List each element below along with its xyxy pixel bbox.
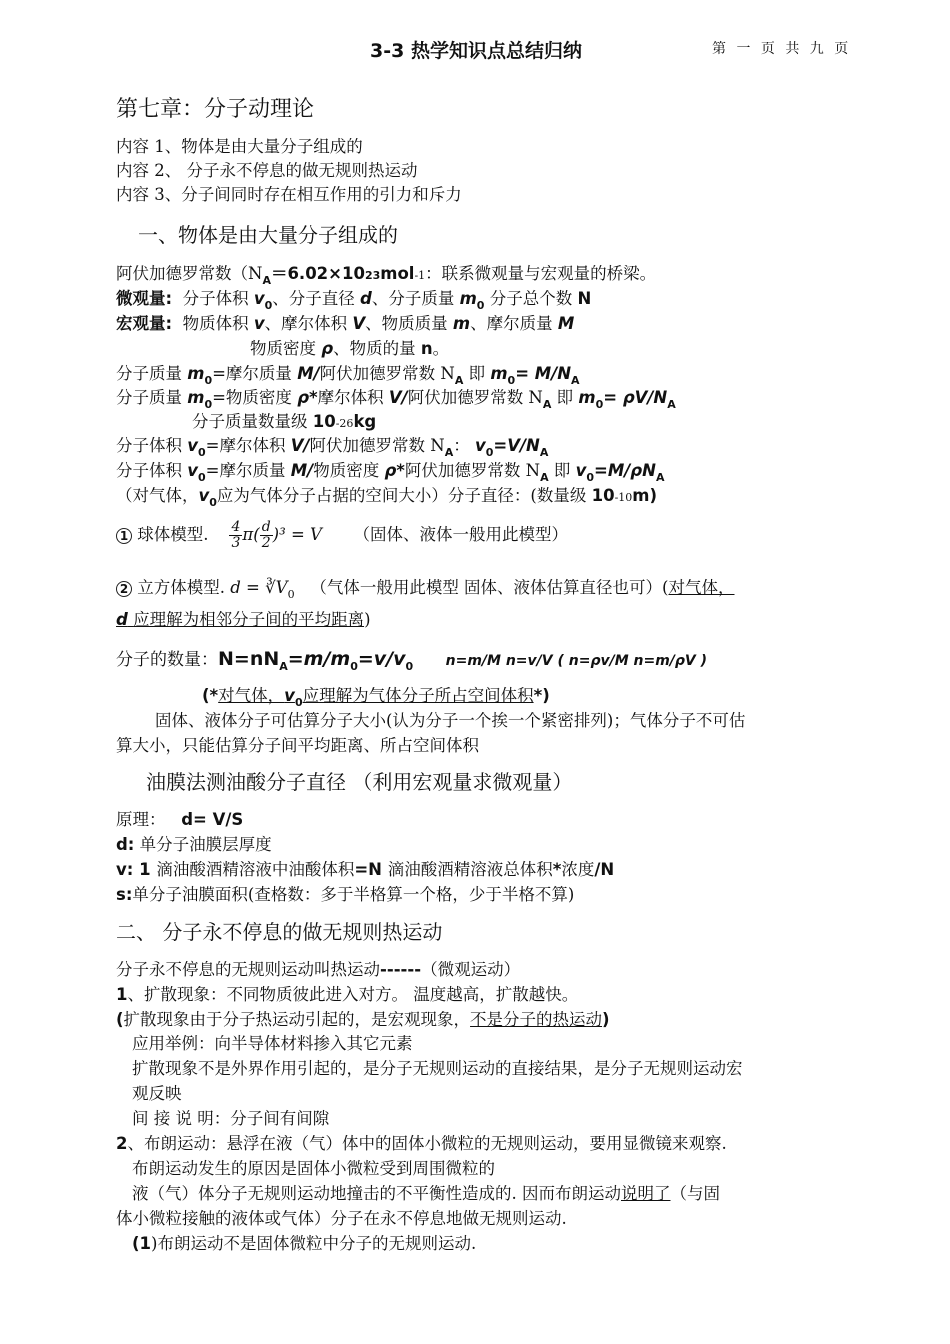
section-1-heading: 一、物体是由大量分子组成的 [138, 223, 398, 247]
f2-e: 摩尔体积 [317, 388, 389, 407]
m1c: （微观运动） [421, 960, 521, 979]
content-item-2: 内容 2、 分子永不停息的做无规则热运动 [116, 161, 418, 180]
micro-t1: 分子体积 [182, 289, 254, 308]
f1-h: m [490, 364, 508, 383]
m3c: ) [602, 1010, 610, 1029]
m8a: 2 [116, 1134, 128, 1153]
pi-symbol: π( [242, 525, 260, 544]
f5-i: 即 [548, 461, 576, 480]
f5-a: 分子体积 [116, 461, 188, 480]
f4-c: =摩尔体积 [205, 436, 291, 455]
f6-d: 10 [591, 486, 615, 505]
sphere-model [116, 515, 568, 555]
macro-line-2 [250, 337, 449, 361]
m3a: ( [116, 1010, 124, 1029]
f5-c: =摩尔质量 [205, 461, 291, 480]
molecule-count [116, 647, 707, 679]
v-t3: 浓度 [561, 860, 595, 879]
macro-V: V [352, 314, 366, 333]
motion-line-1 [116, 958, 520, 982]
motion-line-4: 应用举例：向半导体材料掺入其它元素 [132, 1034, 413, 1053]
f4-h: v [475, 436, 486, 455]
page-number: 第 一 页 共 九 页 [712, 41, 852, 57]
f2-j: m [578, 388, 596, 407]
motion-line-6: 观反映 [132, 1084, 182, 1103]
mass-magnitude [192, 410, 376, 436]
micro-d: d [360, 289, 372, 308]
f1-g: 即 [463, 364, 491, 383]
f5-j: v [575, 461, 587, 480]
gas-u3: 0 [294, 696, 303, 709]
f1-d: M/ [297, 364, 320, 383]
m10u: 说明了 [621, 1184, 671, 1203]
sphere-note: （固体、液体一般用此模型） [353, 525, 568, 544]
frac-2: 2 [261, 535, 271, 551]
cube-model-line2 [116, 608, 371, 632]
s-line [116, 883, 574, 907]
m1a: 分子永不停息的无规则运动叫热运动 [116, 960, 380, 979]
count-sA: A [279, 660, 288, 673]
v-label: v: 1 [116, 860, 157, 879]
f1-c: =摩尔质量 [212, 364, 298, 383]
avogadro-uexp: -1 [414, 269, 426, 282]
cube-model [116, 576, 735, 607]
gas-u4: 应理解为气体分子所占空间体积 [302, 686, 534, 705]
count-f3: =v/v [357, 648, 406, 670]
v-b3: /N [594, 860, 615, 879]
macro2-t2: 、物质的量 [333, 339, 421, 358]
gas-u2: v [284, 686, 295, 705]
f1-f: A [454, 374, 464, 387]
macro-t4: 、摩尔质量 [470, 314, 558, 333]
macro-label: 宏观量: [116, 314, 173, 333]
f4-e: 阿伏加德罗常数 N [309, 436, 445, 455]
micro-t3: 、分子质量 [371, 289, 460, 308]
macro-t3: 、物质质量 [365, 314, 453, 333]
m2a: 1 [116, 985, 128, 1004]
s-text: 单分子油膜面积(查格数：多于半格算一个格，少于半格不算) [132, 885, 575, 904]
oil-film-heading: 油膜法测油酸分子直径 （利用宏观量求微观量） [146, 770, 573, 794]
motion-line-9: 布朗运动发生的原因是固体小微粒受到周围微粒的 [132, 1159, 495, 1178]
f4-b: v [187, 436, 199, 455]
micro-n: N [577, 289, 592, 308]
f3-c: -26 [335, 417, 354, 430]
macro2-n: n [420, 339, 433, 358]
m10b: （与固 [670, 1184, 720, 1203]
f2-f: V/ [388, 388, 408, 407]
micro-t2: 、分子直径 [272, 289, 361, 308]
gas-underlined [218, 686, 534, 709]
motion-line-3 [116, 1008, 610, 1032]
sphere-label: 球体模型. [137, 525, 209, 544]
avogadro-post: ：联系微观量与宏观量的桥梁。 [425, 264, 657, 283]
avogadro-unit: mol [380, 264, 415, 283]
estimate-line-2: 算大小，只能估算分子间平均距离、所占空间体积 [116, 736, 479, 755]
f1-a: 分子质量 [116, 364, 188, 383]
f4-j: A [539, 446, 549, 459]
v-line [116, 858, 614, 882]
v-b1: =N [354, 860, 388, 879]
circle-number-icon: 1 [116, 528, 132, 544]
f2-g: 阿伏加德罗常数 N [407, 388, 543, 407]
micro-line: 微观量: 分子体积 $v_0$、分子直径 d、分子质量 $m_0$ 分子总个数 N [116, 289, 592, 312]
gas-post: *) [533, 686, 550, 705]
f1-j: A [571, 374, 580, 387]
principle-line [116, 808, 243, 832]
f3-b: 10 [312, 412, 336, 431]
fraction-d-2 [260, 520, 273, 551]
count-f2: =m/m [287, 648, 351, 670]
f1-i: = M/N [515, 364, 572, 383]
gas-pre: (* [202, 686, 219, 705]
f5-d: M/ [290, 461, 314, 480]
f4-d: V/ [290, 436, 310, 455]
content-item-3: 内容 3、分子间同时存在相互作用的引力和斥力 [116, 185, 462, 204]
v-b2: * [552, 860, 562, 879]
f2-i: 即 [551, 388, 579, 407]
m12a: (1 [132, 1234, 152, 1253]
f3-a: 分子质量数量级 [192, 412, 313, 431]
f6-c: 应为气体分子占据的空间大小）分子直径：(数量级 [216, 486, 592, 505]
macro2-t3: 。 [432, 339, 450, 358]
f5-h: A [540, 471, 549, 484]
chapter-heading: 第七章：分子动理论 [116, 97, 315, 122]
section-2-heading: 二、 分子永不停息的做无规则热运动 [116, 920, 443, 944]
f2-a: 分子质量 [116, 388, 188, 407]
macro-v: v [253, 314, 265, 333]
formula-mass-1: 分子质量 $m_0=$摩尔质量 M/阿伏加德罗常数 $N_A$ 即 $m_0= M/N_A$ [116, 364, 580, 387]
cube-underlined [116, 610, 364, 629]
f5-b: v [187, 461, 199, 480]
count-formula [218, 648, 414, 673]
m3b: 扩散现象由于分子热运动引起的，是宏观现象， [123, 1010, 471, 1029]
formula-mass-2: 分子质量 $m_0=$物质密度 ρ*摩尔体积 V/阿伏加德罗常数 $N_A$ 即 $m_0= \rho V/N_A$ [116, 388, 676, 411]
f6-b: v [198, 486, 210, 505]
v-t2: 滴油酸酒精溶液总体积 [387, 860, 553, 879]
motion-line-10 [132, 1182, 720, 1206]
sphere-rest: )³ = V [272, 525, 322, 544]
f5-f: ρ* [384, 461, 405, 480]
micro-t4: 分子总个数 [484, 289, 578, 308]
count-extra: n=m/M n=v/V ( n=ρv/M n=m/ρV ) [445, 653, 708, 669]
cube-formula: d = ∛V [230, 578, 288, 597]
cube-d: d [116, 610, 128, 629]
cube-end: ) [364, 610, 371, 629]
estimate-line-1: 固体、液体分子可估算分子大小(认为分子一个挨一个紧密排列)；气体分子不可估 [155, 711, 746, 730]
f1-e: 阿伏加德罗常数 N [319, 364, 455, 383]
f4-f: A [444, 446, 454, 459]
fraction-4-3 [229, 520, 242, 551]
macro-t2: 、摩尔体积 [264, 314, 353, 333]
micro-label: 微观量: [116, 289, 173, 308]
cube-note: （气体一般用此模型 固体、液体估算直径也可）( [310, 578, 669, 597]
f6-a: （对气体， [116, 486, 199, 505]
macro-t1: 物质体积 [182, 314, 254, 333]
frac-den: 3 [231, 535, 241, 551]
f4-i: =V/N [493, 436, 540, 455]
macro-m: m [452, 314, 471, 333]
m12b: )布朗运动不是固体微粒中分子的无规则运动. [151, 1234, 477, 1253]
count-label: 分子的数量： [116, 650, 218, 670]
avogadro-val: ＝6.02×10 [270, 264, 365, 283]
frac-num: 4 [231, 519, 241, 535]
m10a: 液（气）体分子无规则运动地撞击的不平衡性造成的. 因而布朗运动 [132, 1184, 621, 1203]
principle-formula: d= V/S [181, 810, 244, 829]
count-s0: 0 [350, 660, 358, 673]
m8b: 、布朗运动：悬浮在液（气）体中的固体小微粒的无规则运动，要用显微镜来观察. [127, 1134, 727, 1153]
m1b: ------ [380, 960, 422, 979]
avogadro-pre: 阿伏加德罗常数（N [116, 264, 263, 283]
macro-M: M [557, 314, 575, 333]
formula-volume-2: 分子体积 $v_0=$摩尔质量 M/物质密度 ρ*阿伏加德罗常数 $N_A$ 即 $v_0=M/\rho N_A$ [116, 461, 665, 484]
macro2-t1: 物质密度 [250, 339, 322, 358]
content-item-1: 内容 1、物体是由大量分子组成的 [116, 137, 363, 156]
motion-line-2 [116, 983, 578, 1007]
cube-u-text: 应理解为相邻分子间的平均距离 [133, 610, 365, 629]
macro2-rho: ρ [321, 339, 334, 358]
macro-line [116, 312, 574, 336]
motion-line-5: 扩散现象不是外界作用引起的，是分子无规则运动的直接结果，是分子无规则运动宏 [132, 1059, 743, 1078]
micro-m0: m [459, 289, 477, 308]
f2-l: A [667, 398, 676, 411]
f5-k: =M/ρN [594, 461, 656, 480]
d-text: 单分子油膜层厚度 [134, 835, 272, 854]
avogadro-sub: A [262, 274, 271, 287]
motion-line-11: 体小微粒接触的液体或气体）分子在永不停息地做无规则运动. [116, 1209, 567, 1228]
f6-f: m) [632, 486, 658, 505]
count-f1: N=nN [218, 648, 280, 670]
micro-v0: v [253, 289, 265, 308]
circle-number-icon: 2 [116, 581, 132, 597]
m3u: 不是分子的热运动 [470, 1010, 603, 1029]
formula-volume-1: 分子体积 $v_0=$摩尔体积 V/阿伏加德罗常数 $N_A$： $v_0=V/N_A$ [116, 436, 549, 459]
f5-l: A [655, 471, 665, 484]
page-title [370, 36, 582, 63]
f2-b: m [187, 388, 205, 407]
title-text: 3-3 热学知识点总结归纳 [370, 40, 582, 62]
d-line [116, 833, 272, 857]
f2-c: =物质密度 [212, 388, 298, 407]
s-label: s: [116, 885, 133, 904]
v-t1: 滴油酸酒精溶液中油酸体积 [156, 860, 355, 879]
gas-u1: 对气体， [218, 686, 285, 705]
count-s0b: 0 [405, 660, 414, 673]
m2b: 、扩散现象：不同物质彼此进入对方。 温度越高，扩散越快。 [127, 985, 579, 1004]
f2-h: A [542, 398, 552, 411]
cube-note-underline: 对气体， [668, 578, 735, 597]
f4-a: 分子体积 [116, 436, 188, 455]
avogadro-exp: 23 [364, 269, 381, 282]
f5-e: 物质密度 [313, 461, 385, 480]
motion-line-7: 间 接 说 明：分子间有间隙 [132, 1109, 330, 1128]
f2-d: ρ* [297, 388, 318, 407]
f1-b: m [187, 364, 205, 383]
motion-line-12 [132, 1232, 476, 1256]
gas-diameter-note: （对气体，$v_0$应为气体分子占据的空间大小）分子直径：(数量级 10-10m) [116, 486, 658, 509]
cube-sub: 0 [287, 588, 295, 601]
f2-k: = ρV/N [603, 388, 668, 407]
f3-d: kg [353, 412, 377, 431]
f4-g: ： [453, 436, 475, 455]
f6-e: -10 [614, 491, 633, 504]
cube-label: 立方体模型. [137, 578, 225, 597]
f5-g: 阿伏加德罗常数 N [404, 461, 541, 480]
d-label: d: [116, 835, 135, 854]
principle-label: 原理： [116, 810, 166, 829]
motion-line-8 [116, 1132, 727, 1156]
frac-d: d [261, 519, 271, 535]
